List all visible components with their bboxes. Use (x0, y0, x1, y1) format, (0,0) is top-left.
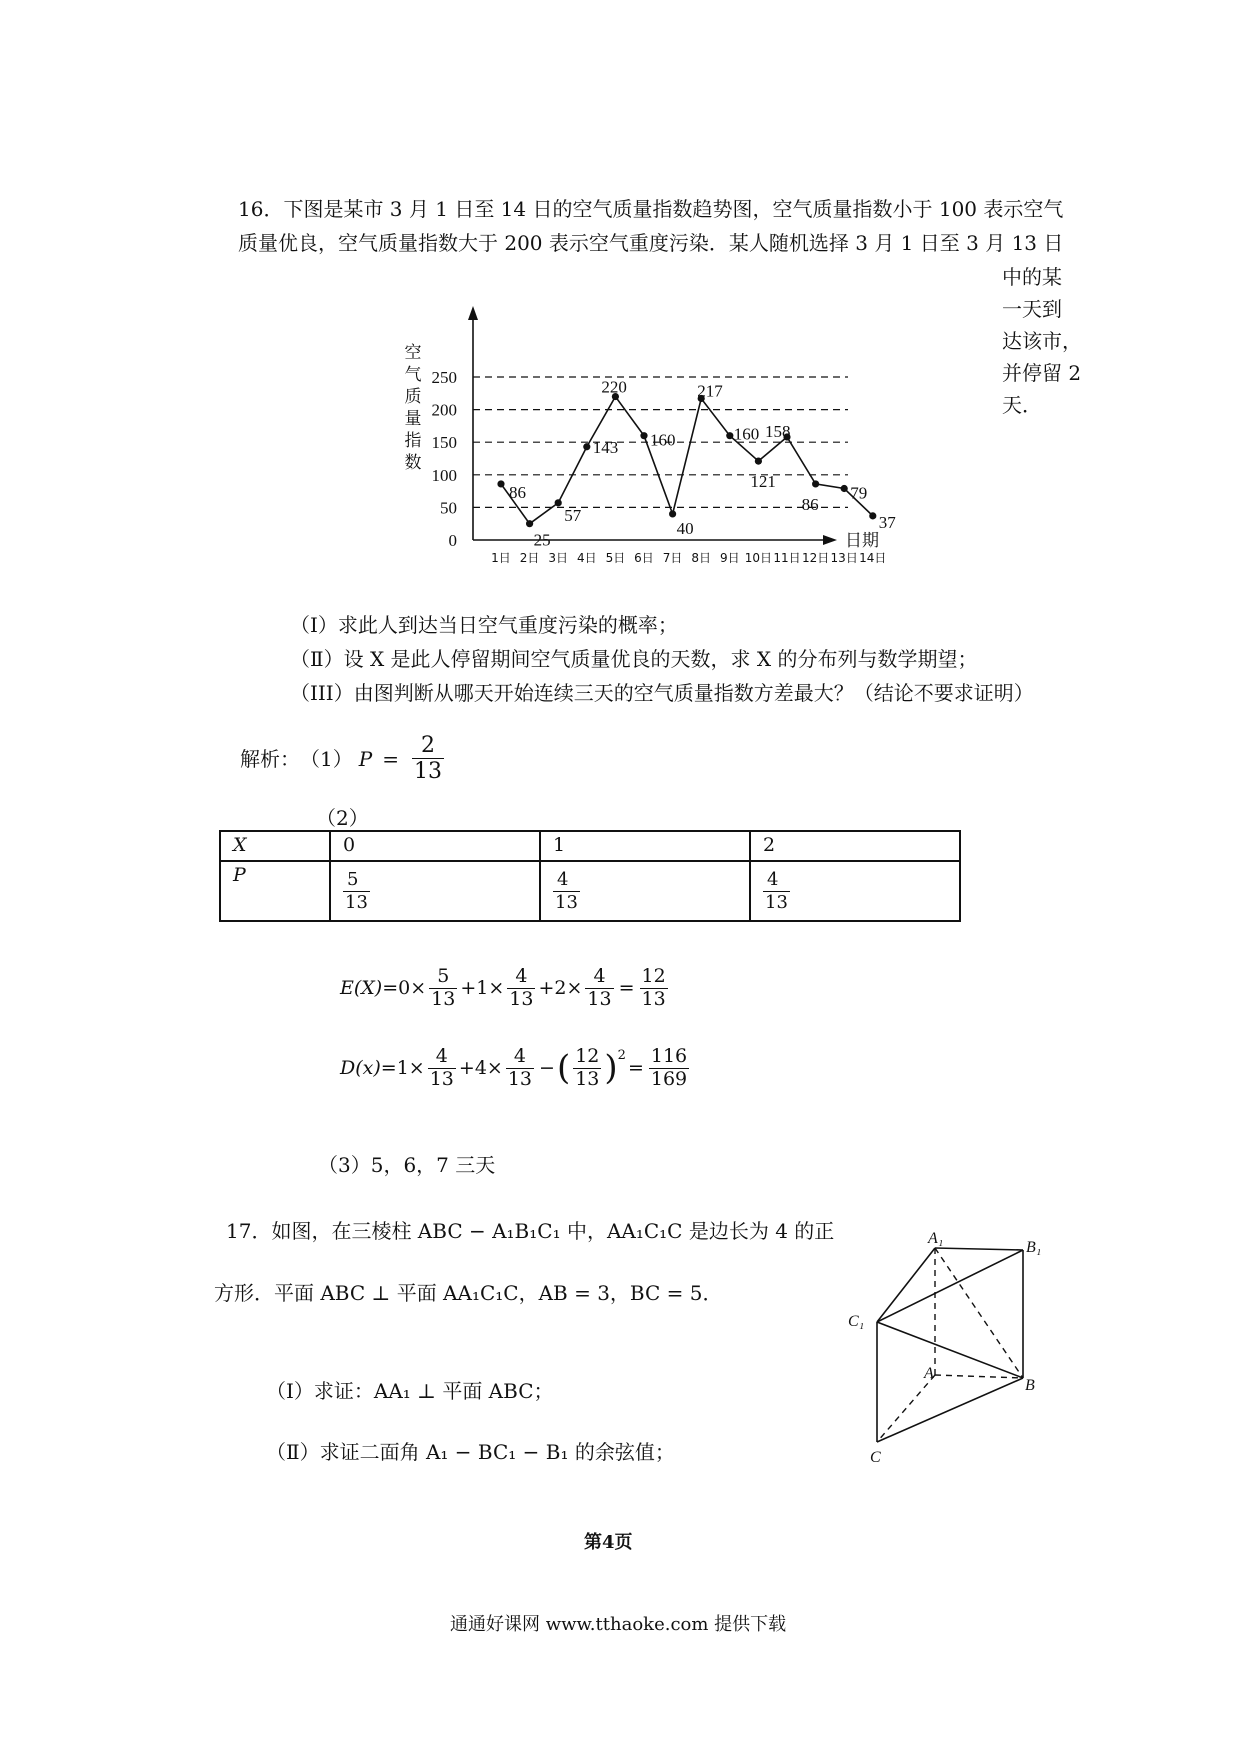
x-tick-1: 1日 (491, 551, 511, 565)
table-header-2: 2 (750, 831, 960, 861)
label-b: B (1025, 1377, 1035, 1394)
aqi-value-label-11: 158 (765, 421, 791, 441)
y-tick-100: 100 (431, 465, 457, 485)
aqi-point-2 (526, 520, 533, 527)
ex-t1: 0× (398, 977, 427, 1000)
q16-side-3: 达该市， (1002, 329, 1082, 353)
aqi-value-label-13: 79 (850, 483, 868, 503)
x-axis-label: 日期 (845, 531, 879, 551)
table-row-label: P (220, 861, 330, 921)
y-tick-250: 250 (431, 368, 457, 387)
x-axis-arrow (823, 535, 837, 545)
q17-line2: 方形．平面 ABC ⊥ 平面 AA₁C₁C，AB = 3，BC = 5． (214, 1281, 723, 1305)
table-cell-p0 (330, 861, 540, 921)
edge-c1b1 (877, 1250, 1023, 1322)
q16-part1: （Ⅰ）求此人到达当日空气重度污染的概率； (290, 613, 678, 637)
x-tick-2: 2日 (519, 551, 540, 565)
ex-rn: 12 (641, 965, 666, 987)
y-label-char-3: 量 (404, 409, 422, 429)
dx-pn: 12 (575, 1045, 600, 1067)
dx-f1n: 4 (435, 1045, 448, 1067)
aqi-value-label-2: 25 (533, 530, 551, 550)
x-tick-4: 4日 (576, 551, 597, 565)
edge-a1b1 (935, 1248, 1023, 1250)
aqi-value-label-1: 86 (509, 482, 526, 502)
q16-side-1: 中的某 (1002, 265, 1062, 289)
q16-side-5: 天． (1002, 393, 1042, 417)
ex-f3n: 4 (593, 965, 606, 987)
table-header-1: 1 (540, 831, 750, 861)
dx-sup: 2 (617, 1048, 626, 1063)
aqi-point-14 (869, 512, 876, 519)
dx-pd: 13 (575, 1067, 600, 1090)
edge-a1b-hidden (935, 1248, 1023, 1378)
aqi-value-label-7: 40 (676, 518, 694, 538)
dx-f1d: 13 (429, 1067, 454, 1090)
ex-eq: = (618, 977, 635, 1000)
aqi-point-10 (755, 458, 762, 465)
ex-t2: +1× (460, 977, 505, 1000)
expectation-formula (340, 966, 671, 1011)
x-tick-9: 9日 (719, 551, 740, 565)
p0-den: 13 (345, 891, 368, 913)
p1-den: 13 (413, 759, 442, 785)
ex-t3: +2× (538, 977, 583, 1000)
y-label-char-1: 气 (404, 365, 422, 385)
x-tick-6: 6日 (634, 551, 654, 565)
aqi-point-6 (640, 432, 647, 439)
y-label-char-4: 指 (404, 431, 422, 451)
aqi-value-label-8: 217 (697, 381, 723, 401)
aqi-point-9 (726, 432, 733, 439)
aqi-value-label-5: 220 (601, 377, 627, 397)
table-header-row (220, 831, 960, 861)
p1-cell-num: 4 (557, 869, 569, 890)
aqi-value-label-4: 143 (592, 437, 619, 457)
edge-ab-hidden (935, 1375, 1023, 1378)
q16-part2: （Ⅱ）设 X 是此人停留期间空气质量优良的天数，求 X 的分布列与数学期望； (290, 647, 978, 671)
y-label-char-0: 空 (404, 343, 422, 363)
x-tick-14: 14日 (859, 551, 887, 565)
dx-eq: = (627, 1057, 644, 1080)
page-number: 第4页 (584, 1532, 633, 1553)
edge-cb (877, 1378, 1023, 1442)
y-label-char-5: 数 (404, 453, 422, 473)
y-tick-50: 50 (440, 498, 457, 518)
solution-p3: （3）5，6，7 三天 (318, 1153, 496, 1177)
dx-paren-open: ( (556, 1048, 571, 1089)
aqi-value-label-6: 160 (650, 430, 676, 450)
p1-cell-den: 13 (555, 891, 578, 913)
table-cell-p2 (750, 861, 960, 921)
table-cell-p1 (540, 861, 750, 921)
q16-side-4: 并停留 2 (1002, 361, 1082, 385)
solution-label: 解析： (240, 746, 300, 771)
dx-t2: +4× (458, 1057, 503, 1080)
table-prob-row (220, 861, 960, 921)
x-tick-7: 7日 (662, 551, 683, 565)
p1-fraction (412, 733, 444, 785)
p2-cell-num: 4 (767, 869, 779, 890)
y-tick-200: 200 (431, 400, 457, 420)
aqi-value-label-3: 57 (564, 505, 582, 525)
edge-a1c1 (877, 1248, 935, 1322)
aqi-point-4 (583, 443, 590, 450)
distribution-table (219, 830, 961, 922)
dx-rd: 169 (650, 1067, 688, 1090)
aqi-point-1 (497, 480, 504, 487)
solution-p2-label: （2） (316, 806, 369, 830)
dx-lhs: D(x)= (340, 1057, 397, 1080)
ex-rd: 13 (641, 987, 666, 1010)
label-a: A (924, 1365, 934, 1382)
dx-f2n: 4 (513, 1045, 526, 1067)
table-header-0: 0 (330, 831, 540, 861)
y-label-char-2: 质 (404, 387, 422, 407)
dx-minus: − (539, 1057, 555, 1080)
q16-line2: 质量优良，空气质量指数大于 200 表示空气重度污染．某人随机选择 3 月 1 日至 3 月 13 日 (238, 231, 1064, 255)
aqi-line-chart (395, 300, 975, 570)
variance-formula (340, 1046, 692, 1091)
dx-t1: 1× (396, 1057, 425, 1080)
q16-part3: （III）由图判断从哪天开始连续三天的空气质量指数方差最大？（结论不要求证明） (290, 681, 1034, 705)
dx-f2d: 13 (507, 1067, 533, 1090)
label-c1: C₁ (848, 1313, 865, 1330)
aqi-point-12 (812, 480, 819, 487)
dx-paren-close: ) (604, 1048, 618, 1089)
edge-c1b (877, 1322, 1023, 1378)
x-tick-13: 13日 (830, 551, 858, 565)
aqi-point-7 (669, 510, 676, 517)
prism-figure (840, 1230, 1050, 1470)
p1-eq: = (382, 746, 399, 771)
footer-credit: 通通好课网 www.tthaoke.com 提供下载 (450, 1614, 787, 1635)
x-tick-12: 12日 (801, 551, 830, 565)
q17-line1: 17．如图，在三棱柱 ABC − A₁B₁C₁ 中，AA₁C₁C 是边长为 4 的正 (226, 1219, 835, 1243)
y-tick-0: 0 (448, 531, 457, 550)
p2-cell-den: 13 (765, 891, 788, 913)
p1-prefix: （1） (300, 746, 353, 771)
x-tick-3: 3日 (548, 551, 569, 565)
p1-lhs: P (358, 746, 373, 771)
edge-ac-hidden (877, 1375, 935, 1442)
aqi-value-label-12: 86 (801, 494, 819, 514)
ex-f2d: 13 (509, 987, 534, 1010)
aqi-value-label-10: 121 (750, 472, 776, 492)
p0-num: 5 (347, 869, 359, 890)
ex-f2n: 4 (515, 965, 528, 987)
solution-p1 (240, 733, 447, 785)
dx-rn: 116 (650, 1045, 688, 1067)
q16-line1: 16．下图是某市 3 月 1 日至 14 日的空气质量指数趋势图，空气质量指数小于 100 表示空气 (238, 197, 1064, 221)
ex-lhs: E(X)= (340, 977, 399, 1000)
ex-f3d: 13 (587, 987, 612, 1010)
y-tick-150: 150 (431, 433, 457, 453)
aqi-point-3 (555, 499, 562, 506)
x-tick-8: 8日 (691, 551, 712, 565)
aqi-value-label-14: 37 (878, 512, 896, 532)
aqi-value-label-9: 160 (733, 424, 760, 444)
aqi-point-13 (841, 485, 848, 492)
ex-f1d: 13 (431, 987, 456, 1010)
ex-f1n: 5 (437, 965, 450, 987)
x-tick-5: 5日 (605, 551, 626, 565)
q17-part1: （Ⅰ）求证：AA₁ ⊥ 平面 ABC； (266, 1379, 554, 1403)
label-a1: A₁ (928, 1230, 944, 1247)
label-c: C (870, 1449, 881, 1466)
q16-side-2: 一天到 (1002, 297, 1062, 321)
x-tick-11: 11日 (773, 551, 801, 565)
y-axis-arrow (468, 306, 478, 320)
x-tick-10: 10日 (744, 551, 773, 565)
table-header-x: X (220, 831, 330, 861)
p1-num: 2 (420, 733, 435, 758)
label-b1: B₁ (1026, 1239, 1042, 1256)
q17-part2: （Ⅱ）求证二面角 A₁ − BC₁ − B₁ 的余弦值； (266, 1440, 675, 1464)
